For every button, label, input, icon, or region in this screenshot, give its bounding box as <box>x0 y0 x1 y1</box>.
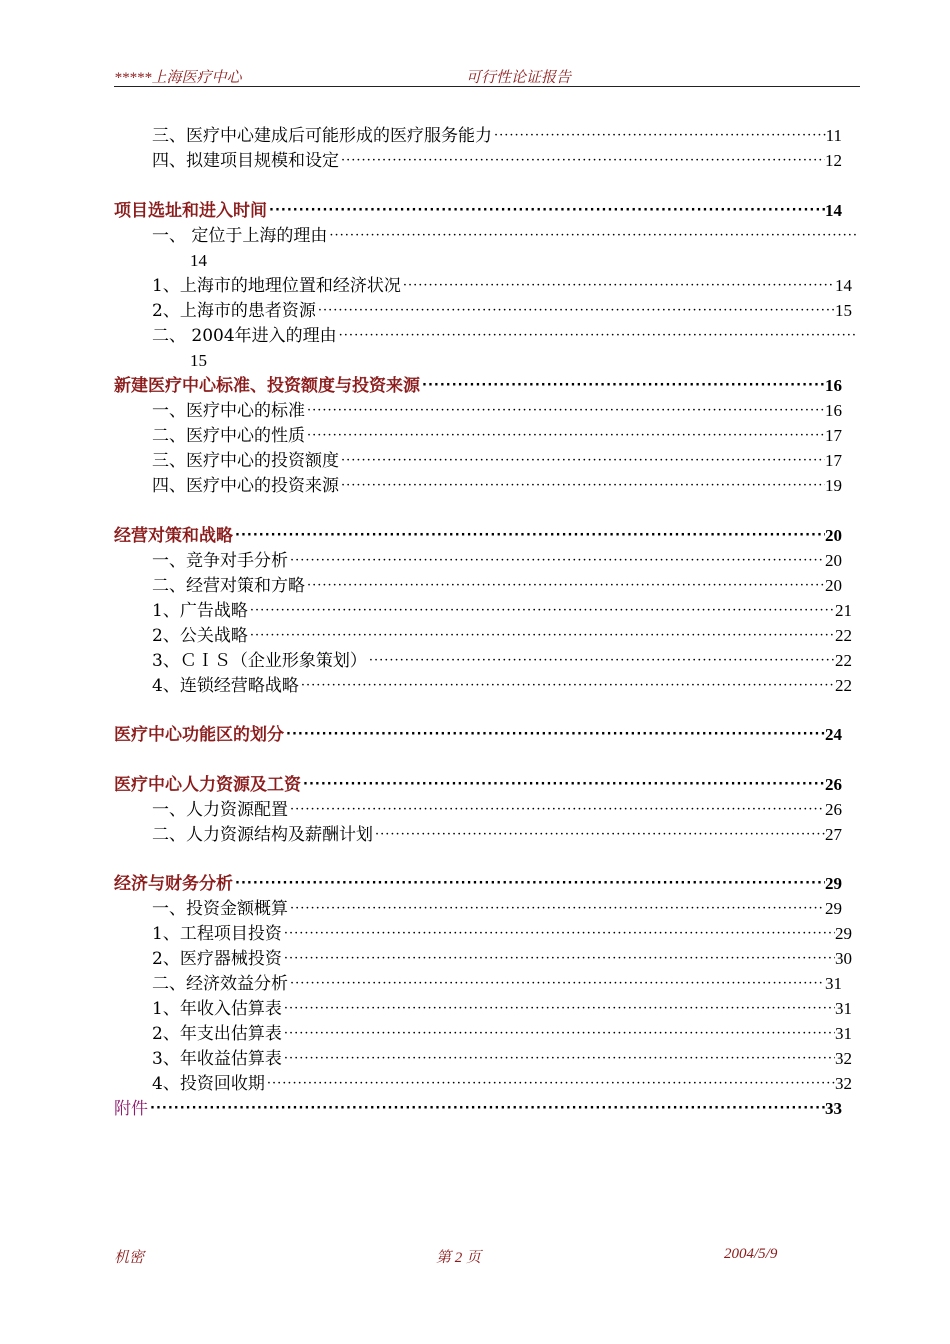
toc-entry-title: 新建医疗中心标准、投资额度与投资来源 <box>114 376 420 396</box>
toc-section-entry[interactable] <box>114 372 842 396</box>
toc-entry-title: 四、医疗中心的投资来源 <box>152 476 339 496</box>
toc-dot-leader <box>282 924 835 944</box>
toc-subsection-entry[interactable] <box>152 821 842 845</box>
toc-section-entry[interactable] <box>114 771 842 795</box>
footer-confidential: 机密 <box>114 1250 145 1266</box>
toc-entry-title: 经济与财务分析 <box>114 874 233 894</box>
toc-entry-title: 4、投资回收期 <box>152 1074 265 1094</box>
toc-page-number: 21 <box>835 601 852 620</box>
toc-page-number: 32 <box>835 1049 852 1068</box>
toc-page-number: 20 <box>825 551 842 570</box>
toc-entry-title: 2、上海市的患者资源 <box>152 301 316 321</box>
toc-dot-leader <box>233 526 825 546</box>
toc-dot-leader <box>339 451 825 471</box>
toc-entry-title: 2、医疗器械投资 <box>152 949 282 969</box>
toc-subsection-entry[interactable] <box>152 572 842 596</box>
toc-page-number: 31 <box>835 1024 852 1043</box>
toc-subsection-entry[interactable] <box>152 122 842 146</box>
toc-page-number: 31 <box>835 999 852 1018</box>
toc-page-number: 19 <box>825 476 842 495</box>
toc-subsection-entry[interactable] <box>152 297 852 321</box>
toc-entry-title: 一、竞争对手分析 <box>152 551 288 571</box>
toc-dot-leader <box>367 651 835 671</box>
toc-subsection-entry[interactable] <box>152 1020 852 1044</box>
toc-page-number: 22 <box>835 626 852 645</box>
toc-entry-title: 1、工程项目投资 <box>152 924 282 944</box>
toc-entry-title: 3、年收益估算表 <box>152 1049 282 1069</box>
toc-page-number: 15 <box>835 301 852 320</box>
toc-dot-leader <box>265 1074 835 1094</box>
toc-page-number: 33 <box>825 1099 842 1118</box>
toc-dot-leader <box>492 126 826 146</box>
toc-entry-title: 1、广告战略 <box>152 601 248 621</box>
toc-entry-title: 二、 2004年进入的理由 <box>152 326 337 346</box>
toc-entry-title: 二、经济效益分析 <box>152 974 288 994</box>
toc-dot-leader <box>373 825 825 845</box>
toc-entry-title: 二、医疗中心的性质 <box>152 426 305 446</box>
toc-entry-title: 2、年支出估算表 <box>152 1024 282 1044</box>
toc-subsection-entry[interactable] <box>152 397 842 421</box>
toc-page-number: 16 <box>825 401 842 420</box>
toc-subsection-entry[interactable] <box>152 222 858 246</box>
toc-entry-title: 1、上海市的地理位置和经济状况 <box>152 276 401 296</box>
toc-page-number: 26 <box>825 775 842 794</box>
toc-subsection-entry[interactable] <box>152 622 852 646</box>
toc-dot-leader <box>327 226 858 246</box>
toc-subsection-entry[interactable] <box>152 995 852 1019</box>
toc-page-number: 20 <box>825 526 842 545</box>
toc-dot-leader <box>267 201 825 221</box>
toc-page-number: 27 <box>825 825 842 844</box>
toc-dot-leader <box>339 151 825 171</box>
toc-dot-leader <box>420 376 825 396</box>
toc-subsection-entry[interactable] <box>152 147 842 171</box>
footer-date: 2004/5/9 <box>724 1246 778 1262</box>
toc-dot-leader <box>305 401 825 421</box>
toc-page-number: 29 <box>825 899 842 918</box>
toc-dot-leader <box>282 1024 835 1044</box>
toc-dot-leader <box>339 476 825 496</box>
toc-page-number: 31 <box>825 974 842 993</box>
toc-page-number: 26 <box>825 800 842 819</box>
toc-subsection-entry[interactable] <box>152 920 852 944</box>
toc-subsection-entry[interactable] <box>152 895 842 919</box>
toc-entry-title: 一、 定位于上海的理由 <box>152 226 328 246</box>
toc-subsection-entry[interactable] <box>152 472 842 496</box>
toc-page-number: 12 <box>825 151 842 170</box>
toc-page-number: 14 <box>835 276 852 295</box>
toc-dot-leader <box>284 725 825 745</box>
toc-dot-leader <box>282 1049 835 1069</box>
toc-entry-title: 附件 <box>114 1099 148 1119</box>
footer-page-number: 第 2 页 <box>436 1250 482 1266</box>
toc-subsection-entry[interactable] <box>152 970 842 994</box>
toc-subsection-entry[interactable] <box>152 422 842 446</box>
toc-entry-title: 4、连锁经营略战略 <box>152 676 299 696</box>
toc-entry-title: 1、年收入估算表 <box>152 999 282 1019</box>
toc-entry-title: 医疗中心人力资源及工资 <box>114 775 301 795</box>
toc-entry-title: 经营对策和战略 <box>114 526 233 546</box>
toc-page-number: 15 <box>190 351 207 370</box>
toc-entry-title: 一、人力资源配置 <box>152 800 288 820</box>
toc-page-number: 17 <box>825 451 842 470</box>
toc-dot-leader <box>288 899 825 919</box>
toc-entry-title: 三、医疗中心建成后可能形成的医疗服务能力 <box>152 126 492 146</box>
toc-page-number: 32 <box>835 1074 852 1093</box>
toc-dot-leader <box>337 326 858 346</box>
toc-entry-title: 四、拟建项目规模和设定 <box>152 151 339 171</box>
toc-page-number: 22 <box>835 651 852 670</box>
toc-dot-leader <box>148 1099 825 1119</box>
toc-subsection-entry[interactable] <box>152 796 842 820</box>
toc-page-number: 29 <box>825 874 842 893</box>
toc-entry-title: 一、医疗中心的标准 <box>152 401 305 421</box>
toc-section-entry[interactable] <box>114 197 842 221</box>
toc-page-number: 14 <box>825 201 842 220</box>
toc-entry-title: 医疗中心功能区的划分 <box>114 725 284 745</box>
toc-dot-leader <box>248 626 835 646</box>
toc-dot-leader <box>282 949 835 969</box>
toc-dot-leader <box>288 800 825 820</box>
toc-dot-leader <box>233 874 825 894</box>
header-doc-title: 可行性论证报告 <box>466 70 572 86</box>
toc-subsection-entry[interactable] <box>152 1045 852 1069</box>
toc-dot-leader <box>301 775 825 795</box>
toc-page-number: 17 <box>825 426 842 445</box>
toc-page-number: 14 <box>190 251 207 270</box>
toc-subsection-entry[interactable] <box>152 945 852 969</box>
toc-entry-title: 二、人力资源结构及薪酬计划 <box>152 825 373 845</box>
toc-subsection-entry[interactable] <box>152 1070 852 1094</box>
header-divider <box>114 86 860 87</box>
toc-page-number: 20 <box>825 576 842 595</box>
toc-dot-leader <box>288 551 825 571</box>
toc-page-number: 30 <box>835 949 852 968</box>
toc-entry-title: 3、ＣＩＳ（企业形象策划） <box>152 651 367 671</box>
toc-section-entry[interactable] <box>114 522 842 546</box>
toc-subsection-entry[interactable] <box>152 547 842 571</box>
toc-page-number: 29 <box>835 924 852 943</box>
toc-page-number: 16 <box>825 376 842 395</box>
toc-entry-title: 三、医疗中心的投资额度 <box>152 451 339 471</box>
header-org-name: *****上海医疗中心 <box>114 70 242 86</box>
toc-entry-title: 2、公关战略 <box>152 626 248 646</box>
toc-dot-leader <box>305 426 825 446</box>
toc-page-number: 11 <box>825 126 842 145</box>
toc-dot-leader <box>401 276 835 296</box>
toc-subsection-entry[interactable] <box>152 322 858 346</box>
toc-subsection-entry[interactable] <box>152 272 852 296</box>
toc-subsection-entry[interactable] <box>152 597 852 621</box>
toc-page-number: 24 <box>825 725 842 744</box>
toc-section-entry[interactable] <box>114 870 842 894</box>
toc-entry-title: 一、投资金额概算 <box>152 899 288 919</box>
toc-dot-leader <box>248 601 835 621</box>
toc-section-entry[interactable] <box>114 1095 842 1119</box>
toc-entry-title: 项目选址和进入时间 <box>114 201 267 221</box>
toc-section-entry[interactable] <box>114 721 842 745</box>
toc-entry-title: 二、经营对策和方略 <box>152 576 305 596</box>
toc-dot-leader <box>282 999 835 1019</box>
toc-subsection-entry[interactable] <box>152 647 852 671</box>
toc-page-number: 22 <box>835 676 852 695</box>
toc-dot-leader <box>305 576 825 596</box>
toc-dot-leader <box>299 676 835 696</box>
toc-dot-leader <box>288 974 825 994</box>
toc-subsection-entry[interactable] <box>152 672 852 696</box>
toc-dot-leader <box>316 301 835 321</box>
toc-subsection-entry[interactable] <box>152 447 842 471</box>
